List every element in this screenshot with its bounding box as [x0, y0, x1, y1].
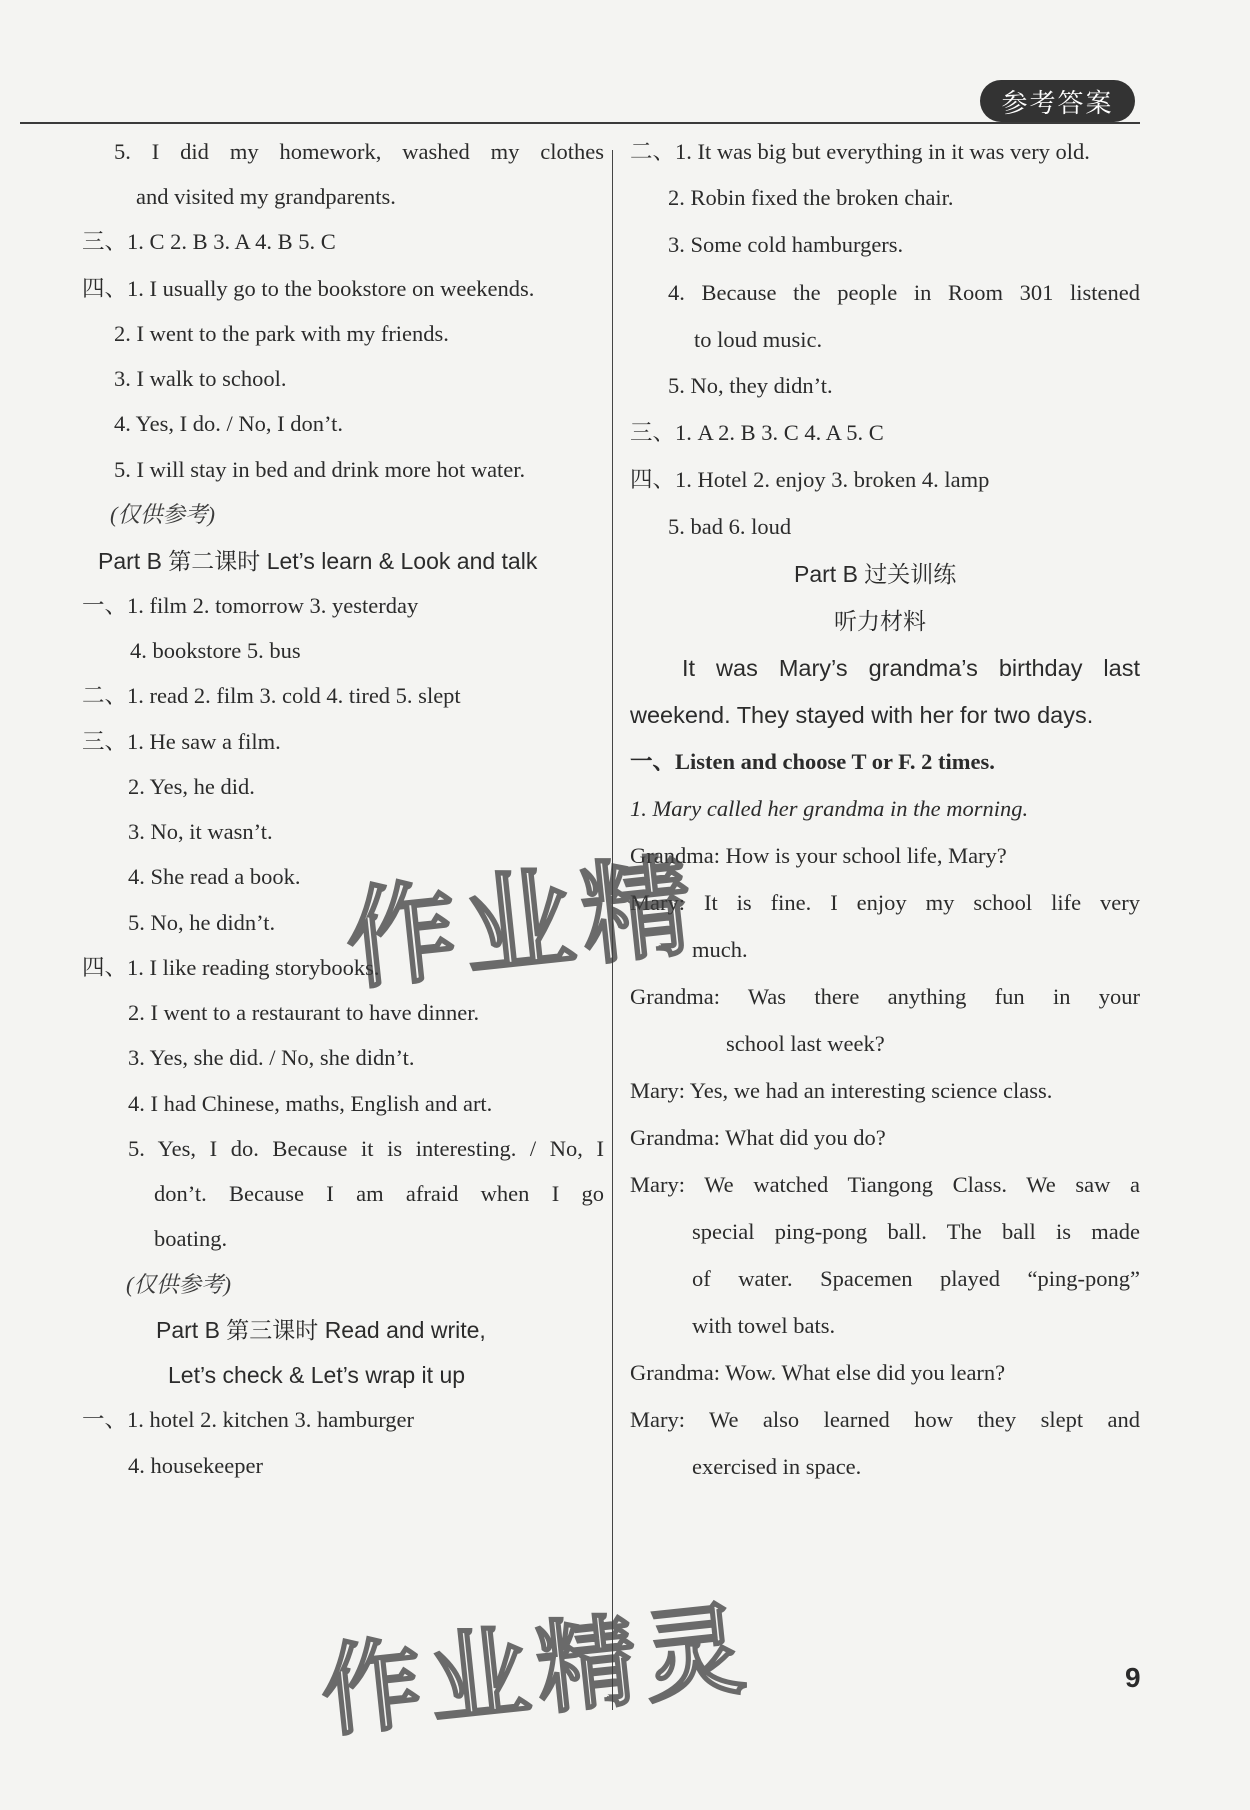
column-divider — [612, 150, 613, 1710]
answer-line: 3. Yes, she did. / No, she didn’t. — [128, 1045, 415, 1070]
dialogue-line: with towel bats. — [692, 1313, 836, 1338]
listening-material-heading: 听力材料 — [834, 608, 926, 634]
lesson-heading: Let’s check & Let’s wrap it up — [168, 1362, 466, 1388]
reference-note: (仅供参考) — [110, 502, 215, 527]
answer-line: 2. I went to the park with my friends. — [114, 321, 449, 346]
lesson-heading: Part B 第三课时 Read and write, — [156, 1317, 486, 1343]
dialogue-line: Grandma: Wow. What else did you learn? — [630, 1360, 1006, 1385]
dialogue-line: Mary: It is fine. I enjoy my school life very — [630, 890, 1140, 915]
answer-line: 5. I did my homework, washed my clothes — [114, 139, 604, 164]
watermark-lower: 作业精灵 — [315, 1589, 758, 1752]
answer-line: 5. No, he didn’t. — [128, 910, 276, 935]
answer-line: 5. bad 6. loud — [668, 514, 792, 539]
header-rule — [20, 122, 1140, 124]
dialogue-line: special ping-pong ball. The ball is made — [692, 1219, 1140, 1244]
section-line: 二、1. It was big but everything in it was very old. — [630, 139, 1090, 164]
dialogue-line: of water. Spacemen played “ping-pong” — [692, 1266, 1140, 1291]
answer-line: 4. bookstore 5. bus — [130, 638, 301, 663]
dialogue-line: exercised in space. — [692, 1454, 862, 1479]
dialogue-line: much. — [692, 937, 748, 962]
answer-line: boating. — [154, 1226, 228, 1251]
watermark-upper: 作业精 — [340, 840, 706, 1006]
section-line: 四、1. Hotel 2. enjoy 3. broken 4. lamp — [630, 467, 990, 492]
answer-key-badge: 参考答案 — [980, 80, 1135, 122]
reference-note: (仅供参考) — [126, 1272, 231, 1297]
listening-item: 1. Mary called her grandma in the morning. — [630, 796, 1029, 821]
page-number: 9 — [1125, 1662, 1141, 1693]
lesson-heading: Part B 第二课时 Let’s learn & Look and talk — [98, 548, 538, 574]
section-line: 一、1. hotel 2. kitchen 3. hamburger — [82, 1407, 415, 1432]
answer-line: 5. Yes, I do. Because it is interesting. / No, I — [128, 1136, 604, 1161]
answer-line: 4. She read a book. — [128, 864, 301, 889]
section-line: 四、1. I like reading storybooks. — [82, 955, 380, 980]
answer-line: 2. I went to a restaurant to have dinner. — [128, 1000, 480, 1025]
answer-line: 3. No, it wasn’t. — [128, 819, 273, 844]
dialogue-line: Grandma: How is your school life, Mary? — [630, 843, 1007, 868]
lesson-heading: Part B 过关训练 — [794, 561, 957, 587]
answer-line: 2. Robin fixed the broken chair. — [668, 185, 954, 210]
answer-line: 3. Some cold hamburgers. — [668, 232, 904, 257]
listening-intro: weekend. They stayed with her for two days. — [630, 702, 1094, 728]
dialogue-line: Mary: Yes, we had an interesting science class. — [630, 1078, 1053, 1103]
answer-line: 4. I had Chinese, maths, English and art. — [128, 1091, 493, 1116]
answer-line: 4. Yes, I do. / No, I don’t. — [114, 411, 343, 436]
section-line: 四、1. I usually go to the bookstore on weekends. — [82, 276, 535, 301]
section-line: 二、1. read 2. film 3. cold 4. tired 5. slept — [82, 683, 461, 708]
dialogue-line: Grandma: What did you do? — [630, 1125, 886, 1150]
answer-line: 3. I walk to school. — [114, 366, 287, 391]
dialogue-line: school last week? — [726, 1031, 885, 1056]
answer-line: 4. housekeeper — [128, 1453, 263, 1478]
section-line: 三、1. A 2. B 3. C 4. A 5. C — [630, 420, 884, 445]
answer-line: 5. No, they didn’t. — [668, 373, 833, 398]
section-line: 三、1. He saw a film. — [82, 729, 281, 754]
dialogue-line: Mary: We also learned how they slept and — [630, 1407, 1140, 1432]
answer-line: don’t. Because I am afraid when I go — [154, 1181, 604, 1206]
listening-intro: It was Mary’s grandma’s birthday last — [682, 655, 1140, 681]
answer-line: 4. Because the people in Room 301 listened — [668, 280, 1140, 305]
section-line: 三、1. C 2. B 3. A 4. B 5. C — [82, 229, 336, 254]
answer-line: 2. Yes, he did. — [128, 774, 255, 799]
section-line: 一、1. film 2. tomorrow 3. yesterday — [82, 593, 419, 618]
answer-line: to loud music. — [694, 327, 823, 352]
dialogue-line: Mary: We watched Tiangong Class. We saw a — [630, 1172, 1140, 1197]
listening-section-title: 一、Listen and choose T or F. 2 times. — [630, 749, 995, 774]
answer-line: 5. I will stay in bed and drink more hot water. — [114, 457, 526, 482]
answer-line: and visited my grandparents. — [136, 184, 396, 209]
dialogue-line: Grandma: Was there anything fun in your — [630, 984, 1140, 1009]
